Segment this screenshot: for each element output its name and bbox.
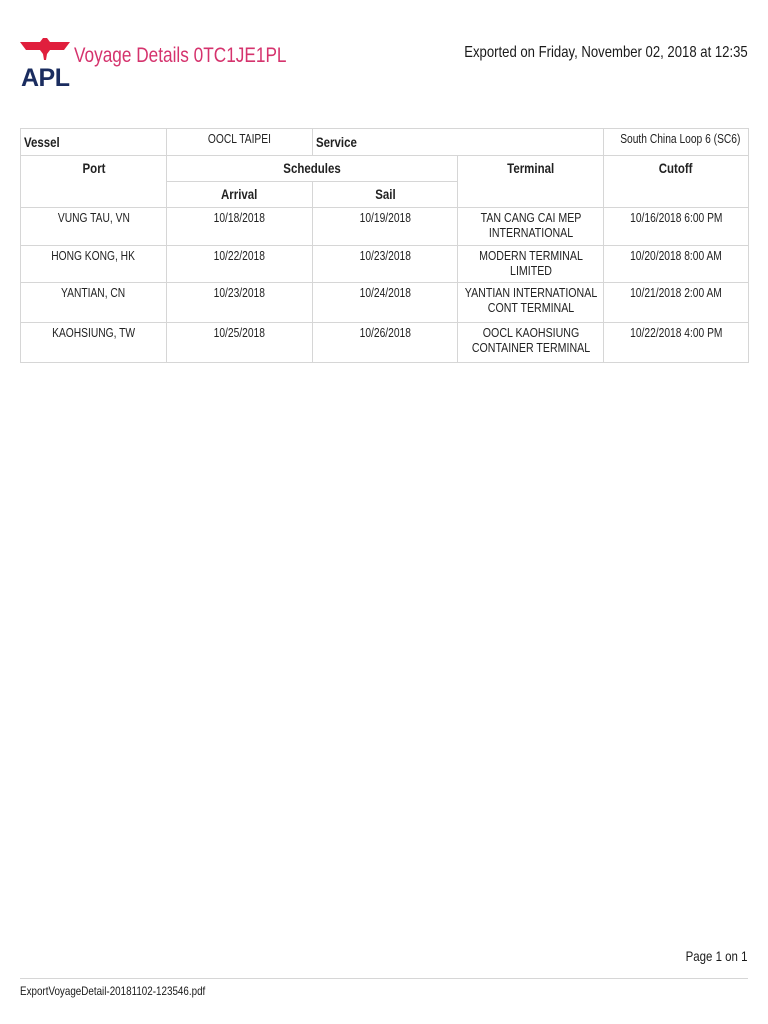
page-number: Page 1 on 1 [686, 948, 748, 964]
export-timestamp: Exported on Friday, November 02, 2018 at 12:35 [464, 44, 748, 61]
service-label: Service [313, 129, 604, 156]
terminal-cell: MODERN TERMINAL LIMITED [458, 246, 604, 283]
terminal-cell: TAN CANG CAI MEP INTERNATIONAL [458, 208, 604, 246]
vessel-label: Vessel [21, 129, 167, 156]
terminal-cell: YANTIAN INTERNATIONAL CONT TERMINAL [458, 283, 604, 323]
table-row [21, 323, 749, 363]
cutoff-cell: 10/21/2018 2:00 AM [604, 283, 749, 323]
sail-cell: 10/24/2018 [313, 283, 458, 323]
arrival-cell: 10/18/2018 [167, 208, 313, 246]
port-cell: KAOHSIUNG, TW [21, 323, 167, 363]
sail-header: Sail [313, 182, 458, 208]
logo-text: APL [21, 64, 70, 92]
table-row [21, 208, 749, 246]
port-header: Port [21, 156, 167, 208]
arrival-cell: 10/22/2018 [167, 246, 313, 283]
cutoff-cell: 10/22/2018 4:00 PM [604, 323, 749, 363]
cutoff-cell: 10/20/2018 8:00 AM [604, 246, 749, 283]
terminal-cell: OOCL KAOHSIUNG CONTAINER TERMINAL [458, 323, 604, 363]
terminal-header: Terminal [458, 156, 604, 208]
cutoff-cell: 10/16/2018 6:00 PM [604, 208, 749, 246]
sail-cell: 10/19/2018 [313, 208, 458, 246]
sail-cell: 10/26/2018 [313, 323, 458, 363]
apl-logo [20, 38, 70, 94]
table-row [21, 283, 749, 323]
vessel-value: OOCL TAIPEI [167, 129, 313, 156]
port-cell: HONG KONG, HK [21, 246, 167, 283]
sail-cell: 10/23/2018 [313, 246, 458, 283]
port-cell: YANTIAN, CN [21, 283, 167, 323]
port-cell: VUNG TAU, VN [21, 208, 167, 246]
service-value: South China Loop 6 (SC6) [604, 129, 749, 156]
page-title: Voyage Details 0TC1JE1PL [74, 44, 287, 67]
cutoff-header: Cutoff [604, 156, 749, 208]
arrival-cell: 10/25/2018 [167, 323, 313, 363]
vessel-row [21, 129, 749, 156]
eagle-icon [20, 38, 70, 66]
voyage-table [20, 128, 749, 363]
table-row [21, 246, 749, 283]
schedules-header: Schedules [167, 156, 458, 182]
footer-divider [20, 978, 748, 979]
arrival-cell: 10/23/2018 [167, 283, 313, 323]
header-row [21, 156, 749, 182]
arrival-header: Arrival [167, 182, 313, 208]
file-name: ExportVoyageDetail-20181102-123546.pdf [20, 984, 206, 998]
